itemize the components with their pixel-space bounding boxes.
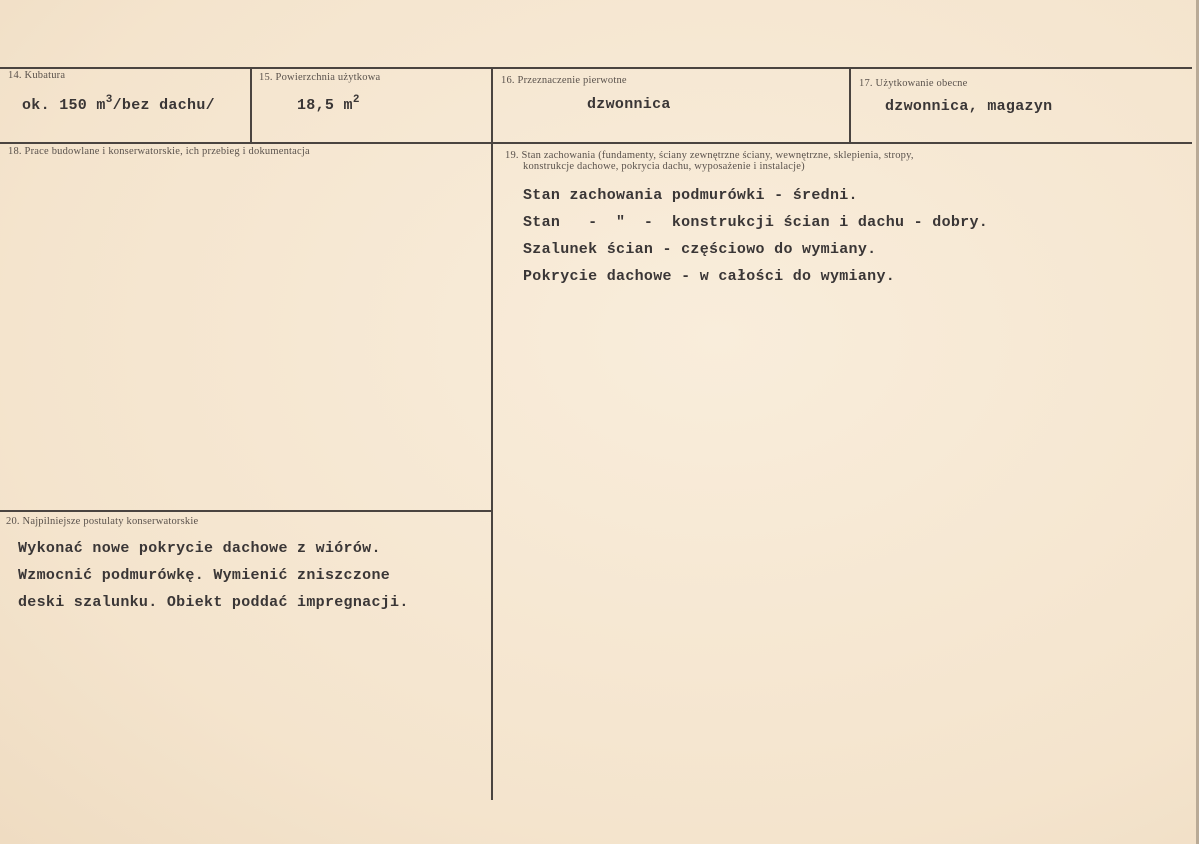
field-16-label: 16. Przeznaczenie pierwotne xyxy=(501,75,627,86)
field-14-value: ok. 150 $m^3$/bez dachu/ xyxy=(22,94,215,114)
field-17-value: dzwonnica, magazyn xyxy=(885,98,1053,115)
top-rule xyxy=(0,67,1192,69)
field-19-line: Stan - " - konstrukcji ścian i dachu - dobry. xyxy=(523,214,989,231)
field-19-label-line2: konstrukcje dachowe, pokrycia dachu, wyposażenie i instalacje) xyxy=(523,161,805,172)
row-divider xyxy=(0,142,1192,144)
field-14-label: 14. Kubatura xyxy=(8,70,66,81)
field-19-line: Pokrycie dachowe - w całości do wymiany. xyxy=(523,268,896,285)
col-divider-3 xyxy=(849,67,851,143)
field-19-label-line1: 19. Stan zachowania (fundamenty, ściany zewnętrzne ściany, wewnętrzne, sklepienia, stropy, xyxy=(505,150,914,161)
field-15-label: 15. Powierzchnia użytkowa xyxy=(259,72,381,83)
col-divider-1 xyxy=(250,67,252,143)
field-19-line: Szalunek ścian - częściowo do wymiany. xyxy=(523,241,877,258)
field-20-text xyxy=(18,540,409,621)
field-15-value: 18,5 $m^2$ xyxy=(297,94,360,114)
field-19-line: Stan zachowania podmurówki - średni. xyxy=(523,187,858,204)
field-16-value: dzwonnica xyxy=(587,96,671,113)
field20-divider xyxy=(0,510,492,512)
field-17-label: 17. Użytkowanie obecne xyxy=(859,78,968,89)
field-19-text xyxy=(523,187,988,295)
field-20-line: Wykonać nowe pokrycie dachowe z wiórów. xyxy=(18,540,381,557)
field-20-line: Wzmocnić podmurówkę. Wymienić zniszczone xyxy=(18,567,391,584)
field-20-label: 20. Najpilniejsze postulaty konserwatorskie xyxy=(6,516,199,527)
col-divider-main xyxy=(491,67,493,800)
field-18-label: 18. Prace budowlane i konserwatorskie, ich przebieg i dokumentacja xyxy=(8,146,310,157)
field-20-line: deski szalunku. Obiekt poddać impregnacji. xyxy=(18,594,409,611)
